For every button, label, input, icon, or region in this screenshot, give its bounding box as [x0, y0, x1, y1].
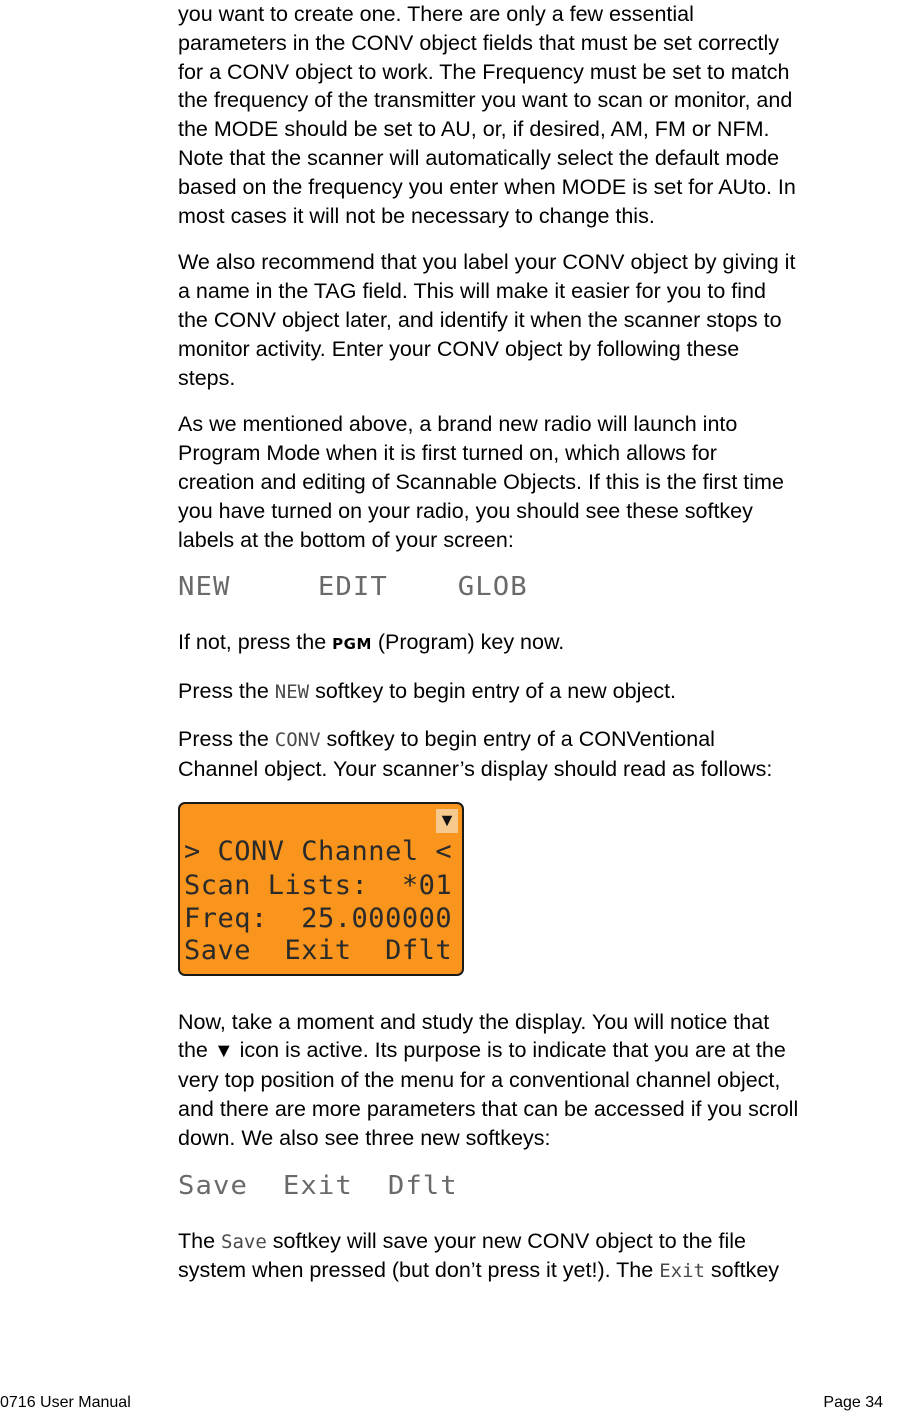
text-fragment: the	[178, 1038, 214, 1063]
new-softkey-label: NEW	[274, 681, 310, 704]
text-line: steps.	[178, 365, 236, 390]
text-line: Program Mode when it is first turned on, which allows for	[178, 441, 717, 466]
text-line: and there are more parameters that can be accessed if you scroll	[178, 1096, 799, 1121]
text-fragment: icon is active. Its purpose is to indicate that you are at the	[233, 1038, 786, 1063]
exit-softkey-label: Exit	[659, 1260, 705, 1283]
text-line: parameters in the CONV object fields that must be set correctly	[178, 30, 780, 55]
paragraph-essential-parameters	[178, 0, 897, 230]
text-line: monitor activity. Enter your CONV object by following these	[178, 336, 740, 361]
softkey-labels-conv: Save Exit Dflt	[178, 1170, 458, 1201]
paragraph-study-display	[178, 1008, 897, 1153]
text-line: down. We also see three new softkeys:	[178, 1125, 551, 1150]
text-line	[178, 1036, 897, 1066]
footer-page-number: Page 34	[823, 1394, 883, 1411]
paragraph-save-softkey	[178, 1227, 897, 1287]
lcd-row-softkeys: Save Exit Dflt	[184, 934, 453, 966]
text-line	[178, 1227, 897, 1257]
pgm-key-label: PGM	[332, 635, 372, 654]
text-line: very top position of the menu for a conventional channel object,	[178, 1068, 781, 1093]
text-line: most cases it will not be necessary to change this.	[178, 203, 655, 228]
paragraph-press-conv	[178, 725, 897, 784]
text-fragment: softkey	[704, 1258, 780, 1283]
text-line: Now, take a moment and study the display. You will notice that	[178, 1009, 770, 1034]
lcd-row-title: > CONV Channel <	[184, 835, 453, 867]
conv-softkey-label: CONV	[274, 728, 321, 751]
text-fragment: If not, press the	[178, 630, 333, 655]
paragraph-program-mode	[178, 410, 897, 554]
text-line: Note that the scanner will automatically select the default mode	[178, 145, 780, 170]
text-line: labels at the bottom of your screen:	[178, 527, 514, 552]
text-line: for a CONV object to work. The Frequency must be set to match	[178, 59, 790, 84]
text-fragment: (Program) key now.	[371, 630, 565, 655]
text-line: the MODE should be set to AU, or, if desired, AM, FM or NFM.	[178, 117, 770, 142]
lcd-row-frequency: Freq: 25.000000	[184, 902, 453, 934]
down-triangle-icon: ▼	[213, 1040, 234, 1063]
text-fragment: Press the	[178, 679, 275, 704]
text-line: the CONV object later, and identify it when the scanner stops to	[178, 307, 782, 332]
down-arrow-icon: ▼	[436, 809, 458, 833]
text-line: you want to create one. There are only a few essential	[178, 2, 694, 26]
paragraph-press-pgm	[178, 628, 897, 659]
text-line: a name in the TAG field. This will make it easier for you to find	[178, 279, 766, 304]
text-line: based on the frequency you enter when MODE is set for AUto. In	[178, 174, 796, 199]
text-line	[178, 1256, 897, 1286]
scanner-lcd-display	[178, 802, 464, 976]
text-fragment: system when pressed (but don’t press it yet!). The	[178, 1258, 660, 1283]
text-line: you have turned on your radio, you should see these softkey	[178, 498, 753, 523]
softkey-labels-program-mode: NEW EDIT GLOB	[178, 572, 528, 603]
text-fragment: softkey to begin entry of a new object.	[309, 679, 677, 704]
text-fragment: The	[178, 1228, 222, 1253]
text-line: Channel object. Your scanner’s display should read as follows:	[178, 756, 773, 781]
lcd-row-scan-lists: Scan Lists: *01	[184, 869, 453, 901]
text-fragment: Press the	[178, 726, 275, 751]
text-line: creation and editing of Scannable Objects. If this is the first time	[178, 469, 784, 494]
save-softkey-label: Save	[221, 1230, 267, 1253]
text-fragment: softkey will save your new CONV object to the file	[266, 1228, 746, 1253]
text-line: We also recommend that you label your CONV object by giving it	[178, 250, 796, 275]
footer-manual-title: 0716 User Manual	[0, 1394, 131, 1411]
text-line: the frequency of the transmitter you want to scan or monitor, and	[178, 88, 793, 113]
text-line	[178, 725, 897, 755]
paragraph-tag-recommendation	[178, 248, 897, 392]
text-fragment: softkey to begin entry of a CONVentional	[320, 726, 715, 751]
manual-page-content	[178, 0, 897, 1304]
text-line: As we mentioned above, a brand new radio will launch into	[178, 412, 738, 437]
paragraph-press-new	[178, 677, 897, 707]
